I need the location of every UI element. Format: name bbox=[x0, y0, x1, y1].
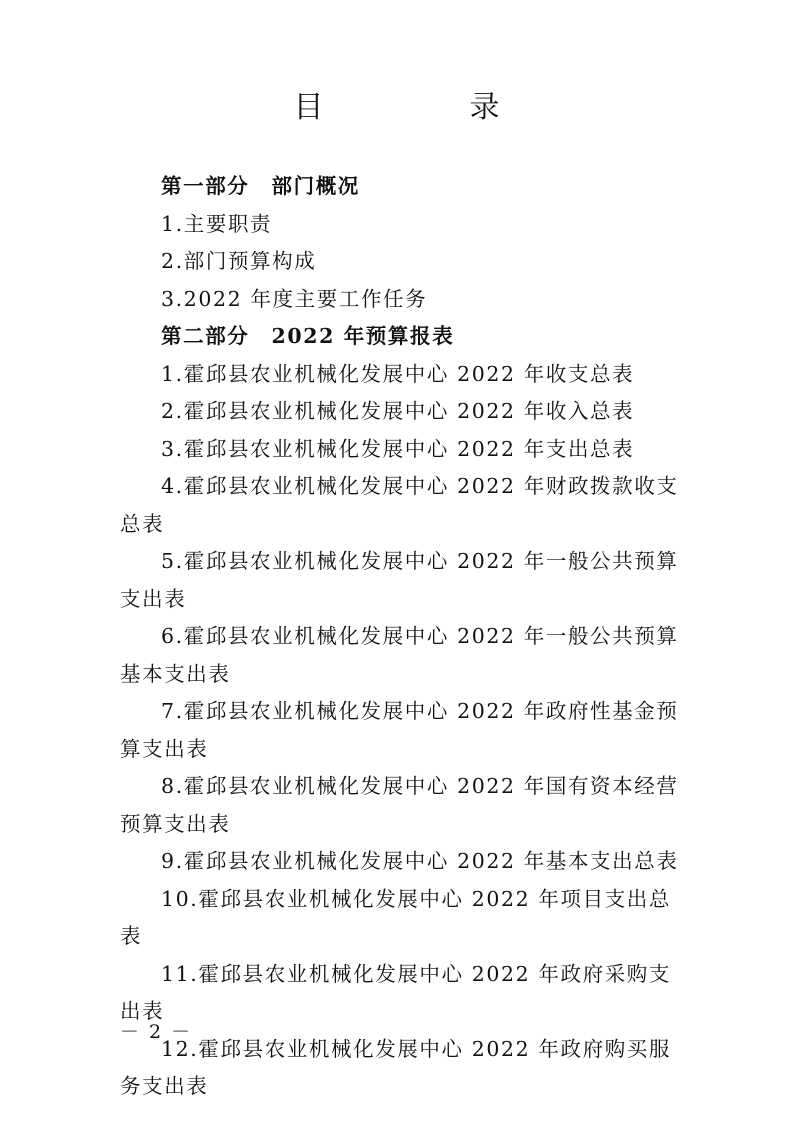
toc-item: 1.主要职责 bbox=[161, 211, 273, 236]
toc-section-heading: 第二部分 2022 年预算报表 bbox=[161, 324, 455, 348]
toc-section-heading: 第一部分 部门概况 bbox=[161, 174, 360, 198]
toc-item: 11.霍邱县农业机械化发展中心 2022 年政府采购支出表 bbox=[120, 961, 672, 1023]
toc-item: 9.霍邱县农业机械化发展中心 2022 年基本支出总表 bbox=[161, 849, 679, 873]
toc-item: 6.霍邱县农业机械化发展中心 2022 年一般公共预算基本支出表 bbox=[120, 624, 679, 686]
toc-item: 2.霍邱县农业机械化发展中心 2022 年收入总表 bbox=[161, 399, 635, 423]
toc-item: 3.2022 年度主要工作任务 bbox=[161, 286, 428, 311]
toc-item: 10.霍邱县农业机械化发展中心 2022 年项目支出总表 bbox=[120, 886, 672, 948]
page-number: － 2 － bbox=[120, 1021, 193, 1043]
toc-item: 5.霍邱县农业机械化发展中心 2022 年一般公共预算支出表 bbox=[120, 549, 679, 611]
page-title: 目 录 bbox=[293, 90, 558, 125]
toc-item: 7.霍邱县农业机械化发展中心 2022 年政府性基金预算支出表 bbox=[120, 699, 679, 761]
toc-item: 12.霍邱县农业机械化发展中心 2022 年政府购买服务支出表 bbox=[120, 1036, 672, 1098]
toc-item: 4.霍邱县农业机械化发展中心 2022 年财政拨款收支总表 bbox=[120, 474, 679, 536]
toc-item: 2.部门预算构成 bbox=[161, 249, 317, 273]
table-of-contents bbox=[120, 168, 680, 1106]
toc-item: 3.霍邱县农业机械化发展中心 2022 年支出总表 bbox=[161, 436, 635, 461]
toc-item: 8.霍邱县农业机械化发展中心 2022 年国有资本经营预算支出表 bbox=[120, 774, 679, 836]
toc-item: 1.霍邱县农业机械化发展中心 2022 年收支总表 bbox=[161, 361, 635, 386]
